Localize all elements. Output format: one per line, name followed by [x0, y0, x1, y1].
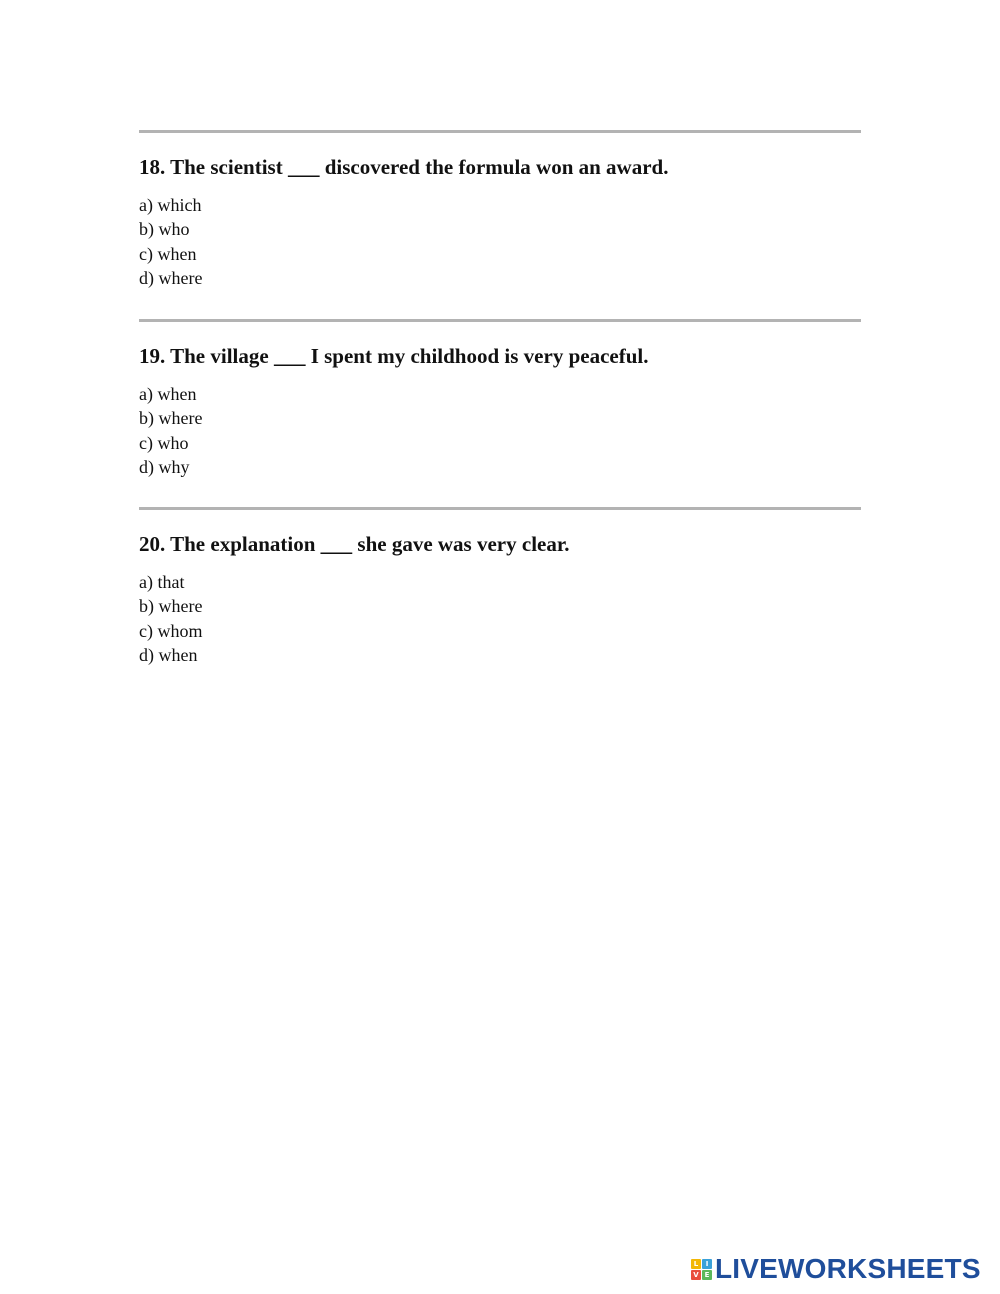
- question-text: 20. The explanation ___ she gave was very clear.: [139, 532, 570, 556]
- option-list: [139, 193, 861, 291]
- option-d[interactable]: d) when: [139, 645, 198, 666]
- option-b[interactable]: b) where: [139, 408, 203, 429]
- option-d[interactable]: d) where: [139, 268, 203, 289]
- option-list: [139, 570, 861, 668]
- logo-mark-cell: L: [691, 1259, 701, 1269]
- option-c[interactable]: c) who: [139, 432, 189, 453]
- question-20: [139, 507, 861, 668]
- option-c[interactable]: c) whom: [139, 620, 203, 641]
- option-c[interactable]: c) when: [139, 243, 197, 264]
- divider: [139, 507, 861, 510]
- option-a[interactable]: a) that: [139, 572, 185, 592]
- logo-mark-cell: E: [702, 1270, 712, 1280]
- option-list: [139, 382, 861, 480]
- logo-mark-icon: [691, 1259, 712, 1280]
- option-d[interactable]: d) why: [139, 457, 190, 478]
- question-text: 18. The scientist ___ discovered the formula won an award.: [139, 155, 669, 179]
- question-18: [139, 130, 861, 291]
- option-b[interactable]: b) where: [139, 596, 203, 617]
- option-a[interactable]: a) when: [139, 384, 197, 404]
- option-b[interactable]: b) who: [139, 219, 190, 240]
- liveworksheets-logo[interactable]: [691, 1254, 981, 1284]
- question-text: 19. The village ___ I spent my childhood is very peaceful.: [139, 344, 649, 368]
- divider: [139, 319, 861, 322]
- logo-mark-cell: V: [691, 1270, 701, 1280]
- question-19: [139, 319, 861, 480]
- option-a[interactable]: a) which: [139, 195, 202, 215]
- logo-mark-cell: I: [702, 1259, 712, 1269]
- divider: [139, 130, 861, 133]
- logo-text: LIVEWORKSHEETS: [715, 1253, 981, 1284]
